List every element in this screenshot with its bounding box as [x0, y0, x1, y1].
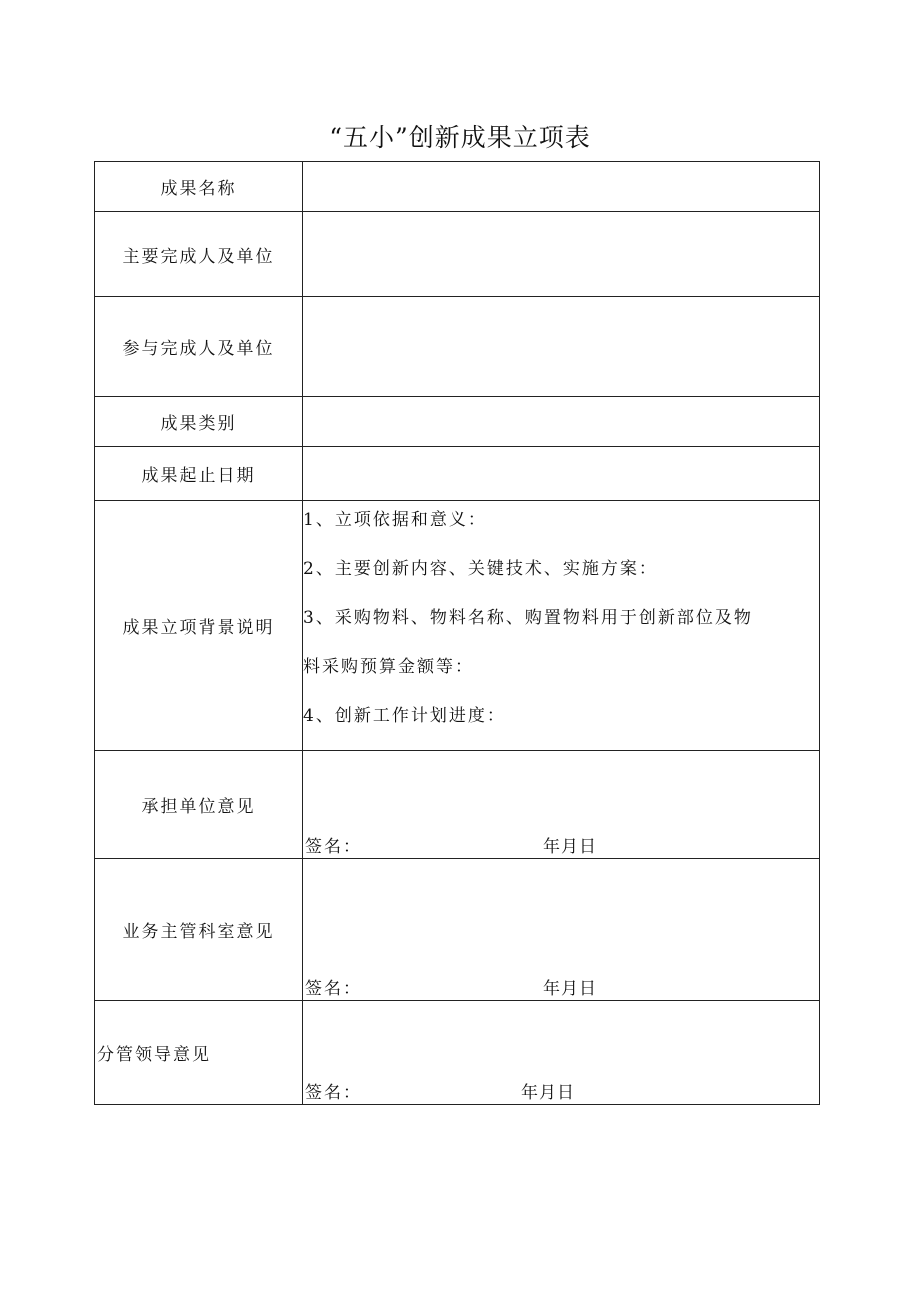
row-participants — [95, 297, 820, 397]
background-item-1: 1、立项依据和意义： — [303, 510, 487, 530]
page-title: “五小”创新成果立项表 — [329, 123, 591, 152]
field-dates[interactable] — [303, 447, 820, 501]
background-item-3-cont: 料采购预算金额等： — [303, 657, 474, 677]
row-main-person — [95, 212, 820, 297]
row-leader-opinion — [95, 1001, 820, 1105]
dept-date-label: 年月日 — [543, 979, 597, 999]
row-dept-opinion — [95, 859, 820, 1001]
label-participants: 参与完成人及单位 — [95, 297, 303, 397]
row-category — [95, 397, 820, 447]
leader-date-label: 年月日 — [521, 1083, 575, 1103]
field-leader-opinion[interactable] — [303, 1001, 820, 1105]
row-unit-opinion — [95, 751, 820, 859]
project-form-table — [94, 161, 820, 1105]
label-name: 成果名称 — [95, 162, 303, 212]
dept-sign-label: 签名： — [305, 979, 362, 999]
field-name[interactable] — [303, 162, 820, 212]
row-background — [95, 501, 820, 751]
background-item-2: 2、主要创新内容、关键技术、实施方案： — [303, 559, 658, 579]
leader-sign-label: 签名： — [305, 1083, 362, 1103]
label-dept-opinion: 业务主管科室意见 — [95, 859, 303, 1001]
label-dates: 成果起止日期 — [95, 447, 303, 501]
background-item-3: 3、采购物料、物料名称、购置物料用于创新部位及物 — [303, 608, 753, 628]
field-dept-opinion[interactable] — [303, 859, 820, 1001]
row-dates — [95, 447, 820, 501]
field-unit-opinion[interactable] — [303, 751, 820, 859]
field-main-person[interactable] — [303, 212, 820, 297]
label-background: 成果立项背景说明 — [95, 501, 303, 751]
unit-sign-label: 签名： — [305, 837, 362, 857]
label-category: 成果类别 — [95, 397, 303, 447]
field-background[interactable] — [303, 501, 820, 751]
label-leader-opinion: 分管领导意见 — [95, 1001, 303, 1105]
row-name — [95, 162, 820, 212]
label-main-person: 主要完成人及单位 — [95, 212, 303, 297]
label-unit-opinion: 承担单位意见 — [95, 751, 303, 859]
unit-date-label: 年月日 — [543, 837, 597, 857]
field-participants[interactable] — [303, 297, 820, 397]
field-category[interactable] — [303, 397, 820, 447]
background-item-4: 4、创新工作计划进度： — [303, 706, 506, 726]
